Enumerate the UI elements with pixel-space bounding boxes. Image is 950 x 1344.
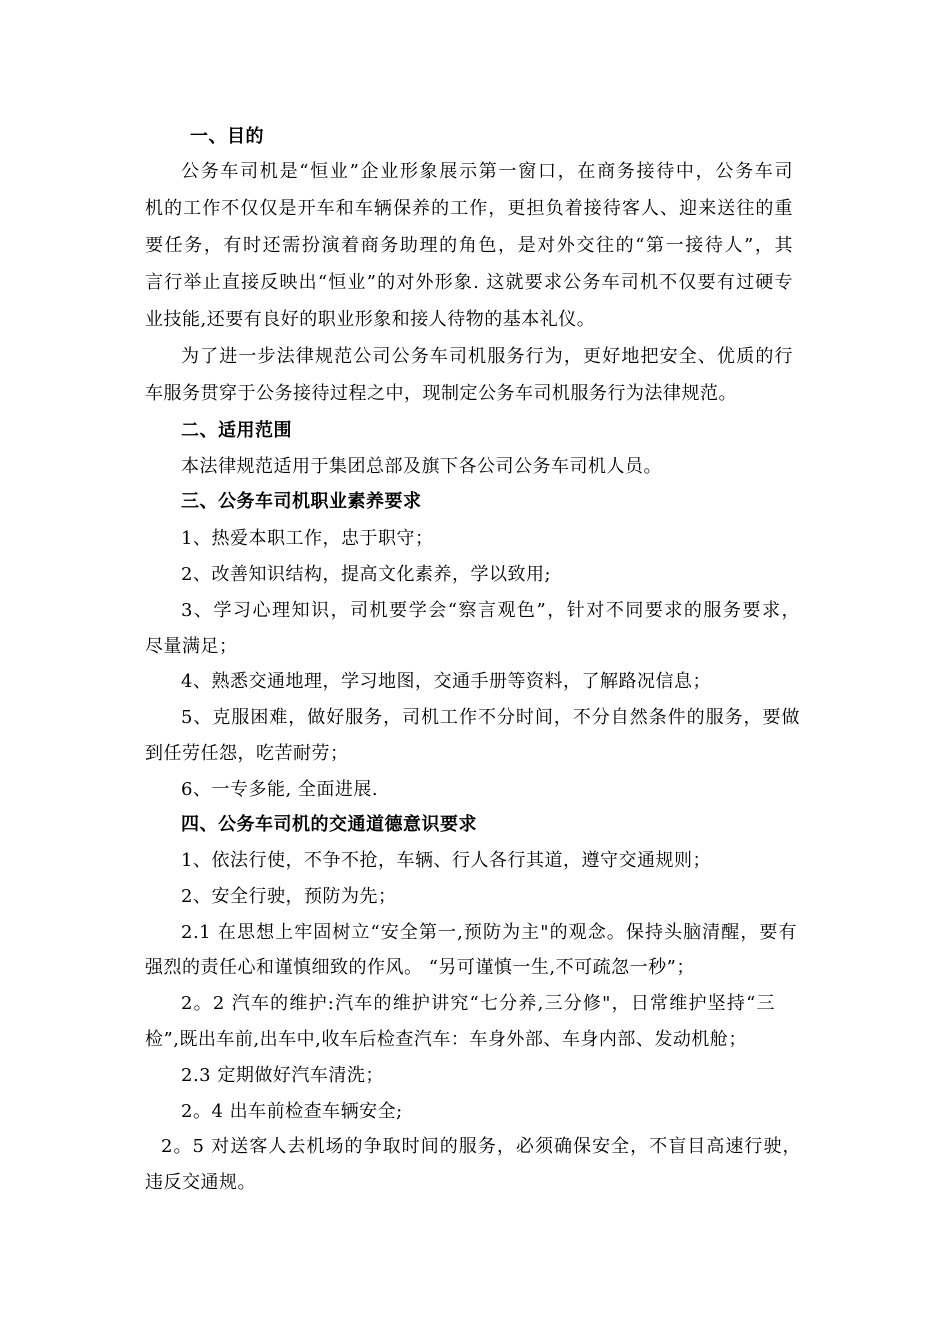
- paragraph-line: 要任务，有时还需扮演着商务助理的角色，是对外交往的“第一接待人”，其: [145, 235, 793, 256]
- list-item: 5、克服困难，做好服务，司机工作不分时间，不分自然条件的服务，要做: [181, 707, 800, 728]
- list-item: 2、安全行驶，预防为先；: [181, 886, 397, 907]
- list-item-continuation: 违反交通规。: [145, 1172, 256, 1193]
- paragraph-line: 为了进一步法律规范公司公务车司机服务行为，更好地把安全、优质的行: [181, 346, 793, 367]
- list-item-continuation: 检”,既出车前,出车中,收车后检查汽车：车身外部、车身内部、发动机舱；: [145, 1029, 747, 1050]
- list-item-continuation: 强烈的责任心和谨慎细致的作风。 “另可谨慎一生,不可疏忽一秒”；: [145, 957, 695, 978]
- section-heading-scope: 二、适用范围: [181, 420, 292, 441]
- list-item-continuation: 到任劳任怨，吃苦耐劳；: [145, 743, 349, 764]
- list-item: 2。5 对送客人去机场的争取时间的服务，必须确保安全，不盲目高速行驶，: [161, 1136, 801, 1157]
- paragraph-line: 车服务贯穿于公务接待过程之中，现制定公务车司机服务行为法律规范。: [145, 383, 737, 404]
- list-item: 4、熟悉交通地理，学习地图，交通手册等资料，了解路况信息；: [181, 671, 711, 692]
- list-item: 2.1 在思想上牢固树立“安全第一,预防为主"的观念。保持头脑清醒，要有: [181, 922, 797, 943]
- paragraph-line: 公务车司机是“恒业”企业形象展示第一窗口，在商务接待中，公务车司: [181, 161, 793, 182]
- list-item: 2.3 定期做好汽车清洗；: [181, 1065, 384, 1086]
- section-heading-purpose: 一、目的: [190, 126, 264, 147]
- paragraph-line: 言行举止直接反映出“恒业”的对外形象. 这就要求公务车司机不仅要有过硬专: [145, 272, 793, 293]
- list-item: 1、依法行使，不争不抢，车辆、行人各行其道，遵守交通规则；: [181, 850, 711, 871]
- list-item-continuation: 尽量满足；: [145, 636, 238, 657]
- list-item: 2。2 汽车的维护:汽车的维护讲究“七分养,三分修"，日常维护坚持“三: [181, 993, 775, 1014]
- section-heading-traffic-ethics: 四、公务车司机的交通道德意识要求: [181, 814, 477, 835]
- list-item: 6、一专多能, 全面进展.: [181, 779, 379, 800]
- list-item: 1、热爱本职工作，忠于职守；: [181, 528, 434, 549]
- paragraph-line: 机的工作不仅仅是开车和车辆保养的工作，更担负着接待客人、迎来送往的重: [145, 198, 793, 219]
- section-heading-professional-requirements: 三、公务车司机职业素养要求: [181, 491, 422, 512]
- list-item: 2、改善知识结构，提高文化素养，学以致用;: [181, 564, 552, 585]
- list-item: 2。4 出车前检查车辆安全;: [181, 1101, 403, 1122]
- list-item: 3、学习心理知识，司机要学会“察言观色”，针对不同要求的服务要求，: [181, 600, 800, 621]
- paragraph-line: 本法律规范适用于集团总部及旗下各公司公务车司机人员。: [181, 456, 662, 477]
- paragraph-line: 业技能,还要有良好的职业形象和接人待物的基本礼仪。: [145, 309, 596, 330]
